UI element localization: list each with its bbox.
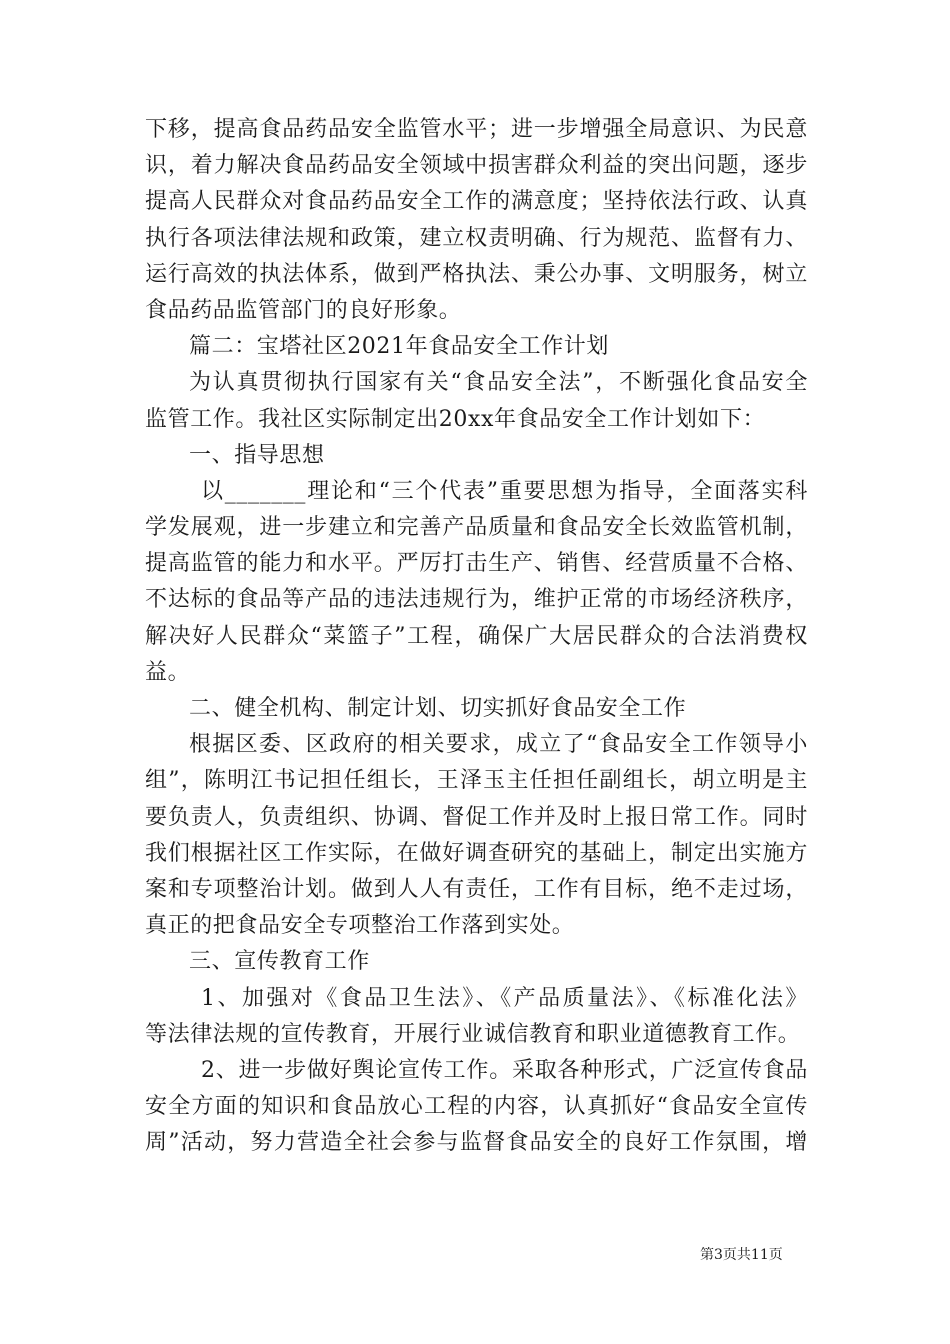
text-line-5: 运行高效的执法体系，做到严格执法、秉公办事、文明服务，树立 [145, 261, 808, 287]
section-heading-guiding-thought: 一、指导思想 [189, 442, 325, 468]
text-line-15: 解决好人民群众“菜篮子”工程，确保广大居民群众的合法消费权 [145, 623, 808, 649]
text-line-23: 真正的把食品安全专项整治工作落到实处。 [145, 913, 575, 939]
text-line-8: 为认真贯彻执行国家有关“食品安全法”，不断强化食品安全 [189, 370, 808, 396]
text-line-14: 不达标的食品等产品的违法违规行为，维护正常的市场经济秩序， [145, 587, 808, 613]
document-body [145, 112, 808, 1161]
page-number: 第3页共11页 [700, 1247, 783, 1263]
text-line-29: 周”活动，努力营造全社会参与监督食品安全的良好工作氛围，增 [145, 1130, 808, 1156]
section-heading-publicity: 三、宣传教育工作 [189, 949, 370, 975]
text-line-26: 等法律法规的宣传教育，开展行业诚信教育和职业道德教育工作。 [145, 1021, 801, 1047]
text-line-27: 2、进一步做好舆论宣传工作。采取各种形式，广泛宣传食品 [201, 1057, 808, 1083]
text-line-2: 识，着力解决食品药品安全领域中损害群众利益的突出问题，逐步 [145, 153, 808, 179]
section-heading-part-two: 篇二：宝塔社区2021年食品安全工作计划 [189, 334, 609, 360]
text-line-1: 下移，提高食品药品安全监管水平；进一步增强全局意识、为民意 [145, 117, 808, 142]
text-line-19: 组”，陈明江书记担任组长，王泽玉主任担任副组长，胡立明是主 [145, 768, 808, 794]
text-line-21: 我们根据社区工作实际，在做好调查研究的基础上，制定出实施方 [145, 840, 808, 866]
text-line-22: 案和专项整治计划。做到人人有责任，工作有目标，绝不走过场， [145, 876, 808, 902]
text-line-3: 提高人民群众对食品药品安全工作的满意度；坚持依法行政、认真 [145, 189, 808, 215]
text-line-16: 益。 [145, 659, 191, 685]
text-line-6: 食品药品监管部门的良好形象。 [145, 297, 462, 323]
text-line-4: 执行各项法律法规和政策，建立权责明确、行为规范、监督有力、 [145, 225, 808, 251]
text-line-9: 监管工作。我社区实际制定出20xx年食品安全工作计划如下： [145, 406, 766, 432]
text-line-18: 根据区委、区政府的相关要求，成立了“食品安全工作领导小 [189, 732, 808, 758]
text-line-11: 以_______理论和“三个代表”重要思想为指导，全面落实科 [201, 478, 808, 504]
text-line-28: 安全方面的知识和食品放心工程的内容，认真抓好“食品安全宣传 [145, 1094, 808, 1120]
text-line-20: 要负责人，负责组织、协调、督促工作并及时上报日常工作。同时 [145, 804, 808, 830]
text-line-12: 学发展观，进一步建立和完善产品质量和食品安全长效监管机制， [145, 515, 808, 541]
section-heading-organization: 二、健全机构、制定计划、切实抓好食品安全工作 [189, 696, 687, 721]
text-line-13: 提高监管的能力和水平。严厉打击生产、销售、经营质量不合格、 [145, 551, 808, 577]
text-line-25: 1、加强对《食品卫生法》、《产品质量法》、《标准化法》 [201, 985, 808, 1011]
